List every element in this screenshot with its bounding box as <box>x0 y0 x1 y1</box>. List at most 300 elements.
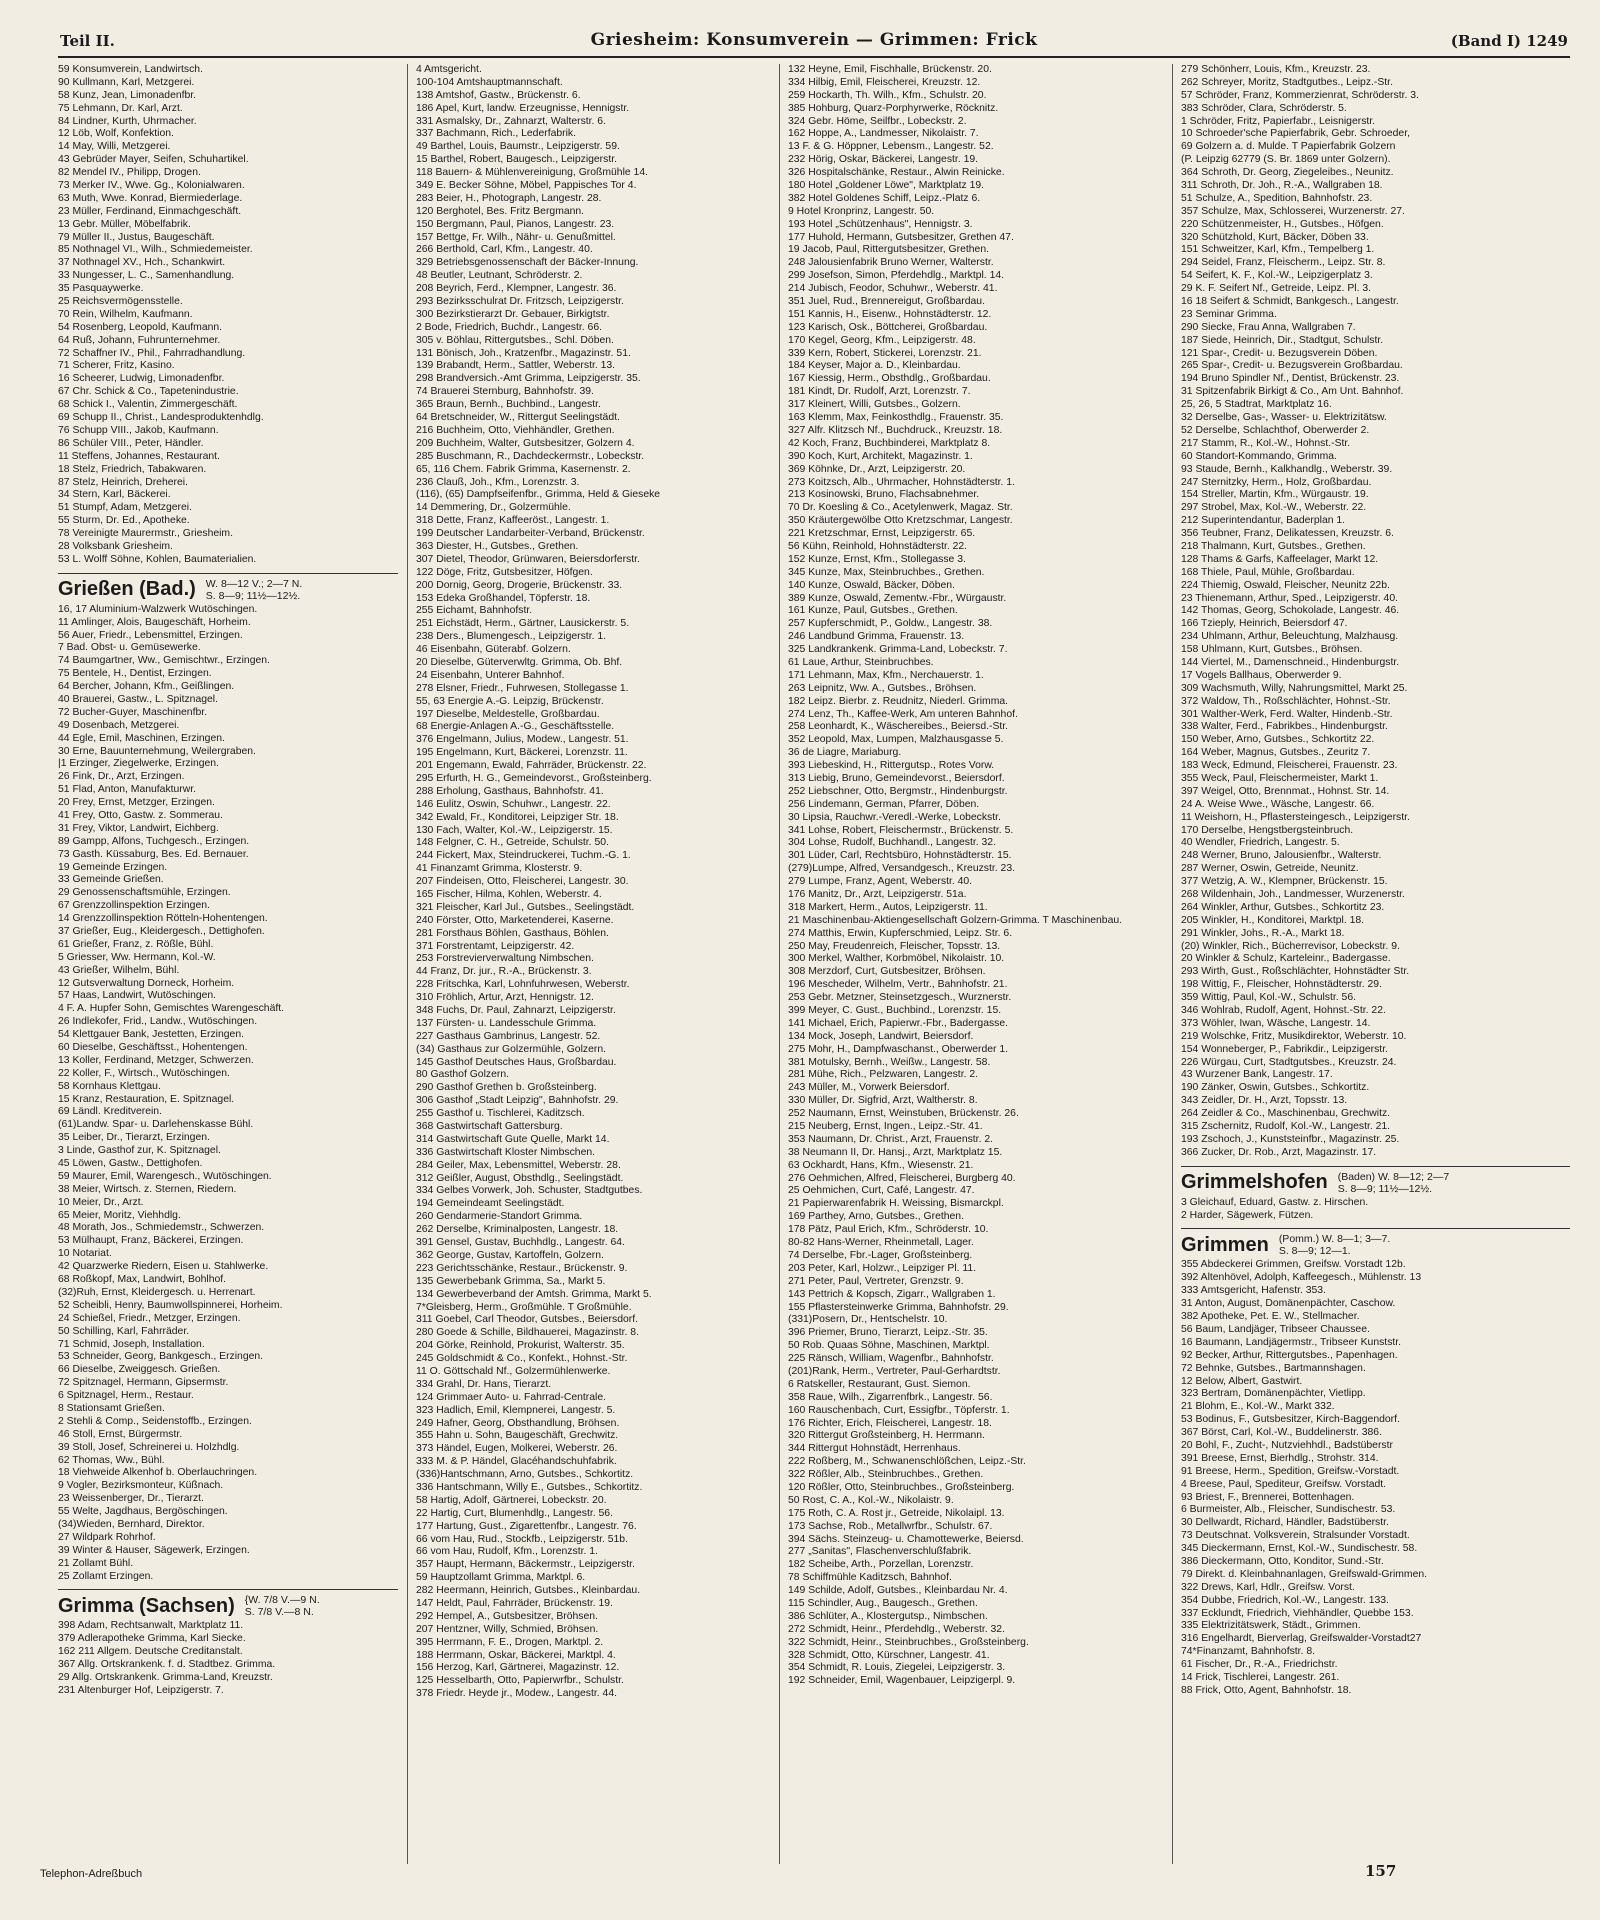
directory-entry: 41 Frey, Otto, Gastw. z. Sommerau. <box>58 809 223 821</box>
directory-entry: 93 Staude, Bernh., Kalkhandlg., Weberstr. 39. <box>1181 463 1393 475</box>
directory-entry: 299 Josefson, Simon, Pferdehdlg., Marktpl. 14. <box>788 270 1005 282</box>
directory-entry: 158 Uhlmann, Kurt, Gutsbes., Bröhsen. <box>1181 644 1363 656</box>
directory-entry: 310 Fröhlich, Artur, Arzt, Hennigstr. 12. <box>416 992 594 1004</box>
directory-entry: 120 Rößler, Otto, Steinbruchbes., Großsteinberg. <box>788 1481 1015 1493</box>
directory-entry: 157 Bettge, Fr. Wilh., Nähr- u. Genußmittel. <box>416 231 616 243</box>
directory-entry: 51 Schulze, A., Spedition, Bahnhofstr. 23. <box>1181 192 1373 204</box>
directory-entry: 150 Weber, Arno, Gutsbes., Schkortitz 22. <box>1181 734 1375 746</box>
directory-entry: 318 Markert, Herm., Autos, Leipzigerstr. 11. <box>788 901 988 913</box>
directory-entry: 345 Dieckermann, Ernst, Kol.-W., Sundischestr. 58. <box>1181 1543 1418 1555</box>
directory-entry: 142 Thomas, Georg, Schokolade, Langestr. 46. <box>1181 605 1400 617</box>
directory-entry: 386 Schlüter, A., Klostergutsp., Nimbschen. <box>788 1610 988 1622</box>
directory-page <box>58 28 1570 1908</box>
directory-entry: 20 Frey, Ernst, Metzger, Erzingen. <box>58 797 215 809</box>
directory-entry: 207 Findeisen, Otto, Fleischerei, Langestr. 30. <box>416 876 629 888</box>
directory-entry: 331 Asmalsky, Dr., Zahnarzt, Walterstr. 6. <box>416 115 606 127</box>
directory-entry: 141 Michael, Erich, Papierwr.-Fbr., Badergasse. <box>788 1017 1009 1029</box>
directory-entry: 15 Barthel, Robert, Baugesch., Leipzigerstr. <box>416 154 617 166</box>
directory-entry: 383 Schröder, Clara, Schröderstr. 5. <box>1181 102 1347 114</box>
directory-entry: 386 Dieckermann, Otto, Konditor, Sund.-Str. <box>1181 1555 1384 1567</box>
office-hours-line: S. 8—9; 12—1. <box>1278 1245 1351 1258</box>
directory-entry: 61 Fischer, Dr., R.-A., Friedrichstr. <box>1181 1659 1338 1671</box>
directory-entry: 300 Merkel, Walther, Korbmöbel, Nikolaistr. 10. <box>788 953 1005 965</box>
directory-entry: (279)Lumpe, Alfred, Versandgesch., Kreuzstr. 23. <box>788 863 1015 875</box>
directory-entry: 180 Hotel „Goldener Löwe", Marktplatz 19. <box>788 180 985 192</box>
directory-entry: 53 Mülhaupt, Franz, Bäckerei, Erzingen. <box>58 1235 244 1247</box>
directory-entry: 290 Siecke, Frau Anna, Wallgraben 7. <box>1181 321 1356 333</box>
directory-entry: 155 Pflastersteinwerke Grimma, Bahnhofstr. 29. <box>788 1301 1009 1313</box>
directory-entry: 138 Amtshof, Gastw., Brückenstr. 6. <box>416 89 581 101</box>
directory-entry: 187 Siede, Heinrich, Dir., Stadtgut, Schulstr. <box>1181 334 1384 346</box>
directory-entry: 234 Uhlmann, Arthur, Beleuchtung, Malzhausg. <box>1181 631 1399 643</box>
directory-entry: 390 Koch, Kurt, Architekt, Magazinstr. 1. <box>788 450 973 462</box>
directory-entry: 30 Dellwardt, Richard, Händler, Badstüberstr. <box>1181 1517 1389 1529</box>
directory-entry: (201)Rank, Herm., Vertreter, Paul-Gerhardtstr. <box>788 1365 1001 1377</box>
directory-entry: 330 Müller, Dr. Sigfrid, Arzt, Waltherstr. 8. <box>788 1095 978 1107</box>
directory-entry: 255 Gasthof u. Tischlerei, Kaditzsch. <box>416 1108 585 1120</box>
directory-entry: 7 Bad. Obst- u. Gemüsewerke. <box>58 642 201 654</box>
directory-entry: 78 Schiffmühle Kaditzsch, Bahnhof. <box>788 1572 952 1584</box>
directory-entry: 391 Gensel, Gustav, Buchhdlg., Langestr. 64. <box>416 1237 625 1249</box>
directory-entry: 13 F. & G. Höppner, Lebensm., Langestr. 52. <box>788 141 994 153</box>
directory-entry: 228 Fritschka, Karl, Lohnfuhrwesen, Weberstr. <box>416 979 630 991</box>
directory-entry: 25, 26, 5 Stadtrat, Marktplatz 16. <box>1181 399 1332 411</box>
directory-entry: 4 Breese, Paul, Spediteur, Greifsw. Vorstadt. <box>1181 1478 1387 1490</box>
directory-entry: 178 Pätz, Paul Erich, Kfm., Schröderstr. 10. <box>788 1224 989 1236</box>
directory-entry: 140 Kunze, Oswald, Bäcker, Döben. <box>788 579 955 591</box>
directory-entry: 329 Betriebsgenossenschaft der Bäcker-Innung. <box>416 257 639 269</box>
directory-entry: 345 Kunze, Max, Steinbruchbes., Grethen. <box>788 566 985 578</box>
directory-entry: 151 Kannis, H., Eisenw., Hohnstädterstr. 12. <box>788 308 992 320</box>
directory-entry: 304 Lohse, Rudolf, Buchhandl., Langestr. 32. <box>788 837 996 849</box>
directory-entry: 44 Egle, Emil, Maschinen, Erzingen. <box>58 732 225 744</box>
directory-entry: 73 Merker IV., Wwe. Gg., Kolonialwaren. <box>58 180 245 192</box>
directory-entry: 45 Löwen, Gastw., Dettighofen. <box>58 1158 203 1170</box>
directory-entry: 227 Gasthaus Gambrinus, Langestr. 52. <box>416 1030 601 1042</box>
directory-entry: 80 Gasthof Golzern. <box>416 1069 509 1081</box>
directory-entry: 52 Derselbe, Schlachthof, Oberwerder 2. <box>1181 424 1370 436</box>
directory-entry: 355 Weck, Paul, Fleischermeister, Markt 1. <box>1181 772 1379 784</box>
directory-entry: 219 Wolschke, Fritz, Musikdirektor, Weberstr. 10. <box>1181 1030 1407 1042</box>
directory-entry: 66 vom Hau, Rud., Stockfb., Leipzigerstr. 51b. <box>416 1533 628 1545</box>
directory-entry: 20 Bohl, F., Zucht-, Nutzviehhdl., Badstüberstr <box>1181 1439 1393 1451</box>
directory-entry: 1 Schröder, Fritz, Papierfabr., Leisnigerstr. <box>1181 115 1376 127</box>
column-rule <box>779 64 780 1864</box>
directory-entry: 135 Gewerbebank Grimma, Sa., Markt 5. <box>416 1275 606 1287</box>
directory-entry: 13 Koller, Ferdinand, Metzger, Schwerzen. <box>58 1054 254 1066</box>
office-hours-line: S. 7/8 V.—8 N. <box>244 1606 314 1619</box>
directory-entry: 287 Werner, Oswin, Getreide, Neunitz. <box>1181 863 1359 875</box>
directory-entry: 290 Gasthof Grethen b. Großsteinberg. <box>416 1082 597 1094</box>
directory-entry: 201 Engemann, Ewald, Fahrräder, Brückenstr. 22. <box>416 760 647 772</box>
directory-entry: 16, 17 Aluminium-Walzwerk Wutöschingen. <box>58 603 258 615</box>
directory-entry: 262 Schreyer, Moritz, Stadtgutbes., Leipz.-Str. <box>1181 76 1393 88</box>
directory-entry: 131 Bönisch, Joh., Kratzenfbr., Magazinstr. 51. <box>416 347 631 359</box>
directory-entry: 23 Seminar Grimma. <box>1181 308 1277 320</box>
directory-entry: 301 Lüder, Carl, Rechtsbüro, Hohnstädterstr. 15. <box>788 850 1012 862</box>
directory-entry: 333 Amtsgericht, Hafenstr. 353. <box>1181 1285 1326 1297</box>
directory-entry: 322 Schmidt, Heinr., Steinbruchbes., Großsteinberg. <box>788 1636 1029 1648</box>
directory-entry: 281 Mühe, Rich., Pelzwaren, Langestr. 2. <box>788 1069 979 1081</box>
directory-entry: 218 Thalmann, Kurt, Gutsbes., Grethen. <box>1181 540 1366 552</box>
directory-entry: 247 Sternitzky, Herm., Holz, Großbardau. <box>1181 476 1372 488</box>
directory-entry: 23 Müller, Ferdinand, Einmachgeschäft. <box>58 205 242 217</box>
directory-entry: 149 Schilde, Adolf, Gutsbes., Kleinbardau Nr. 4. <box>788 1585 1008 1597</box>
directory-entry: 55, 63 Energie A.-G. Leipzig, Brückenstr. <box>416 695 604 707</box>
directory-entry: 10 Notariat. <box>58 1248 112 1260</box>
place-heading <box>58 1589 398 1618</box>
directory-entry: 56 Kühn, Reinhold, Hohnstädterstr. 22. <box>788 540 968 552</box>
directory-entry: 44 Franz, Dr. jur., R.-A., Brückenstr. 3. <box>416 966 592 978</box>
directory-entry: 295 Erfurth, H. G., Gemeindevorst., Großsteinberg. <box>416 772 652 784</box>
directory-entry: 64 Bercher, Johann, Kfm., Geißlingen. <box>58 681 235 693</box>
directory-entry: 176 Richter, Erich, Fleischerei, Langestr. 18. <box>788 1417 992 1429</box>
directory-entry: 253 Forstrevierverwaltung Nimbschen. <box>416 953 594 965</box>
directory-entry: 195 Engelmann, Kurt, Bäckerei, Lorenzstr. 11. <box>416 747 628 759</box>
directory-entry: 307 Dietel, Theodor, Grünwaren, Beiersdorferstr. <box>416 553 640 565</box>
directory-entry: 46 Eisenbahn, Güterabf. Golzern. <box>416 644 571 656</box>
directory-entry: 365 Braun, Bernh., Buchbind., Langestr. <box>416 399 601 411</box>
directory-entry: 11 Amlinger, Alois, Baugeschäft, Horheim. <box>58 616 251 628</box>
directory-entry: (116), (65) Dampfseifenfbr., Grimma, Held & Gieseke <box>416 489 661 501</box>
directory-entry: 238 Ders., Blumengesch., Leipzigerstr. 1. <box>416 631 607 643</box>
directory-entry: 213 Kosinowski, Bruno, Flachsabnehmer. <box>788 489 980 501</box>
directory-entry: 16 Scheerer, Ludwig, Limonadenfbr. <box>58 373 225 385</box>
directory-entry: 357 Schulze, Max, Schlosserei, Wurzenerstr. 27. <box>1181 205 1405 217</box>
directory-entry: 51 Stumpf, Adam, Metzgerei. <box>58 502 192 514</box>
directory-entry: 170 Kegel, Georg, Kfm., Leipzigerstr. 48. <box>788 334 976 346</box>
directory-entry: 205 Winkler, H., Konditorei, Marktpl. 18. <box>1181 914 1365 926</box>
office-hours <box>1279 1233 1390 1257</box>
directory-entry: 160 Rauschenbach, Curt, Essigfbr., Töpferstr. 1. <box>788 1404 1010 1416</box>
directory-entry: 150 Bergmann, Paul, Pianos, Langestr. 23. <box>416 218 615 230</box>
directory-entry: 208 Beyrich, Ferd., Klempner, Langestr. 36. <box>416 283 617 295</box>
directory-entry: 397 Weigel, Otto, Brennmat., Hohnst. Str. 14. <box>1181 785 1390 797</box>
directory-entry: 16 18 Seifert & Schmidt, Bankgesch., Langestr. <box>1181 296 1399 308</box>
directory-entry: 336 Hantschmann, Willy E., Gutsbes., Schkortitz. <box>416 1481 643 1493</box>
directory-entry: 73 Gasth. Küssaburg, Bes. Ed. Bernauer. <box>58 848 249 860</box>
directory-entry: 144 Viertel, M., Damenschneid., Hindenburgstr. <box>1181 656 1400 668</box>
directory-entry: 21 Maschinenbau-Aktiengesellschaft Golzern-Grimma. T Maschinenbau. <box>788 914 1123 926</box>
place-name: Grießen (Bad.) <box>58 578 196 601</box>
directory-entry: 356 Teubner, Franz, Delikatessen, Kreuzstr. 6. <box>1181 528 1394 540</box>
directory-entry: 31 Spitzenfabrik Birkigt & Co., Am Unt. Bahnhof. <box>1181 386 1404 398</box>
directory-entry: 6 Ratskeller, Restaurant, Gust. Siemon. <box>788 1378 971 1390</box>
directory-entry: 394 Sächs. Steinzeug- u. Chamottewerke, Beiersd. <box>788 1533 1024 1545</box>
directory-entry: 59 Konsumverein, Landwirtsch. <box>58 64 203 75</box>
directory-entry: 24 A. Weise Wwe., Wäsche, Langestr. 66. <box>1181 798 1375 810</box>
directory-entry: 279 Schönherr, Louis, Kfm., Kreuzstr. 23. <box>1181 64 1371 75</box>
directory-entry: 18 Stelz, Friedrich, Tabakwaren. <box>58 463 207 475</box>
directory-entry: 53 L. Wolff Söhne, Kohlen, Baumaterialien. <box>58 553 257 565</box>
directory-entry: 21 Blohm, E., Kol.-W., Markt 332. <box>1181 1401 1335 1413</box>
directory-entry: 372 Waldow, Th., Roßschlächter, Hohnst.-Str. <box>1181 695 1391 707</box>
directory-entry: 326 Hospitalschänke, Restaur., Alwin Reinicke. <box>788 167 1005 179</box>
directory-entry: 323 Hadlich, Emil, Klempnerei, Langestr. 5. <box>416 1404 616 1416</box>
office-hours-line: W. 8—12 V.; 2—7 N. <box>205 577 303 590</box>
directory-entry: 12 Löb, Wolf, Konfektion. <box>58 128 174 140</box>
directory-entry: 68 Energie-Anlagen A.-G., Geschäftsstelle. <box>416 721 615 733</box>
directory-entry: 23 Thienemann, Arthur, Sped., Leipzigerstr. 40. <box>1181 592 1398 604</box>
directory-entry: 373 Wöhler, Iwan, Wäsche, Langestr. 14. <box>1181 1017 1371 1029</box>
directory-entry: 346 Wohlrab, Rudolf, Agent, Hohnst.-Str. 22. <box>1181 1005 1386 1017</box>
directory-entry: 124 Grimmaer Auto- u. Fahrrad-Centrale. <box>416 1391 606 1403</box>
directory-entry: 392 Altenhövel, Adolph, Kaffeegesch., Mühlenstr. 13 <box>1181 1272 1422 1284</box>
directory-entry: 54 Rosenberg, Leopold, Kaufmann. <box>58 321 223 333</box>
directory-entry: 314 Gastwirtschaft Gute Quelle, Markt 14. <box>416 1133 610 1145</box>
directory-entry: 128 Thams & Garfs, Kaffeelager, Markt 12. <box>1181 553 1379 565</box>
directory-entry: 69 Schupp II., Christ., Landesproduktenhdlg. <box>58 412 264 424</box>
directory-entry: 281 Forsthaus Böhlen, Gasthaus, Böhlen. <box>416 927 609 939</box>
directory-entry: 176 Manitz, Dr., Arzt, Leipzigerstr. 51a. <box>788 889 967 900</box>
directory-entry: 50 Schilling, Karl, Fahrräder. <box>58 1325 190 1337</box>
directory-entry: 355 Hahn u. Sohn, Baugeschäft, Grechwitz. <box>416 1430 619 1442</box>
directory-entry: 52 Scheibli, Henry, Baumwollspinnerei, Horheim. <box>58 1299 283 1311</box>
directory-entry: 6 Spitznagel, Herm., Restaur. <box>58 1390 194 1402</box>
office-hours-line: S. 8—9; 11½—12½. <box>205 589 301 602</box>
directory-entry: 42 Quarzwerke Riedern, Eisen u. Stahlwerke. <box>58 1261 269 1273</box>
directory-entry: 378 Friedr. Heyde jr., Modew., Langestr. 44. <box>416 1688 617 1700</box>
directory-entry: 204 Görke, Reinhold, Prokurist, Walterstr. 35. <box>416 1340 625 1352</box>
directory-entry: 166 Tzieply, Heinrich, Beiersdorf 47. <box>1181 618 1348 630</box>
directory-entry: (34) Gasthaus zur Golzermühle, Golzern. <box>416 1043 606 1055</box>
directory-entry: 334 Gelbes Vorwerk, Joh. Schuster, Stadtgutbes. <box>416 1185 643 1197</box>
directory-entry: 327 Alfr. Klitzsch Nf., Buchdruck., Kreuzstr. 18. <box>788 424 1003 436</box>
column-2 <box>416 64 771 1864</box>
directory-entry: 74*Finanzamt, Bahnhofstr. 8. <box>1181 1646 1316 1658</box>
directory-entry: 385 Hohburg, Quarz-Porphyrwerke, Röcknitz. <box>788 102 999 114</box>
directory-entry: 18 Viehweide Alkenhof b. Oberlauchringen. <box>58 1467 258 1479</box>
directory-entry: 55 Sturm, Dr. Ed., Apotheke. <box>58 515 190 527</box>
directory-entry: 264 Zeidler & Co., Maschinenbau, Grechwitz. <box>1181 1108 1391 1120</box>
directory-entry: 284 Geiler, Max, Lebensmittel, Weberstr. 28. <box>416 1159 621 1171</box>
directory-entry: 137 Fürsten- u. Landesschule Grimma. <box>416 1017 597 1029</box>
directory-entry: 16 Baumann, Landjägermstr., Tribseer Kunststr. <box>1181 1336 1402 1348</box>
directory-entry: 225 Ränsch, William, Wagenfbr., Bahnhofstr. <box>788 1353 994 1365</box>
directory-entry: 134 Gewerbeverband der Amtsh. Grimma, Markt 5. <box>416 1288 652 1300</box>
directory-entry: 396 Priemer, Bruno, Tierarzt, Leipz.-Str. 35. <box>788 1327 988 1339</box>
directory-entry: 268 Wildenhain, Joh., Landmesser, Wurzenerstr. <box>1181 889 1405 900</box>
directory-entry: 318 Dette, Franz, Kaffeeröst., Langestr. 1. <box>416 515 610 527</box>
directory-entry: 255 Eichamt, Bahnhofstr. <box>416 605 533 617</box>
directory-entry: 50 Rost, C. A., Kol.-W., Nikolaistr. 9. <box>788 1494 954 1506</box>
directory-entry: 368 Gastwirtschaft Gattersburg. <box>416 1121 563 1133</box>
directory-entry: 2 Harder, Sägewerk, Fützen. <box>1181 1209 1314 1221</box>
directory-entry: 333 M. & P. Händel, Glacéhandschuhfabrik. <box>416 1456 617 1468</box>
directory-entry: 49 Barthel, Louis, Baumstr., Leipzigerstr. 59. <box>416 141 620 153</box>
directory-entry: 54 Seifert, K. F., Kol.-W., Leipzigerplatz 3. <box>1181 270 1373 282</box>
directory-entry: 39 Stoll, Josef, Schreinerei u. Holzhdlg. <box>58 1441 240 1453</box>
directory-entry: 337 Bachmann, Rich., Lederfabrik. <box>416 128 576 140</box>
directory-entry: 61 Grießer, Franz, z. Rößle, Bühl. <box>58 938 214 950</box>
directory-entry: (32)Ruh, Ernst, Kleidergesch. u. Herrenart. <box>58 1286 256 1298</box>
directory-entry: |1 Erzinger, Ziegelwerke, Erzingen. <box>58 758 219 770</box>
directory-entry: 39 Winter & Hauser, Sägewerk, Erzingen. <box>58 1544 250 1556</box>
directory-entry: 167 Kiessig, Herm., Obsthdlg., Großbardau. <box>788 373 991 385</box>
directory-entry: 175 Roth, C. A. Rost jr., Getreide, Nikolaipl. 13. <box>788 1507 1005 1519</box>
directory-entry: 217 Stamm, R., Kol.-W., Hohnst.-Str. <box>1181 437 1351 449</box>
directory-entry: 335 Elektrizitätswerk, Städt., Grimmen. <box>1181 1620 1361 1632</box>
directory-entry: 240 Förster, Otto, Marketenderei, Kaserne. <box>416 914 614 926</box>
directory-entry: 395 Herrmann, F. E., Drogen, Marktpl. 2. <box>416 1636 604 1648</box>
directory-entry: 312 Geißler, August, Obsthdlg., Seelingstädt. <box>416 1172 624 1184</box>
directory-entry: 35 Leiber, Dr., Tierarzt, Erzingen. <box>58 1132 210 1144</box>
directory-entry: 71 Scherer, Fritz, Kasino. <box>58 360 175 372</box>
directory-entry: 69 Golzern a. d. Mulde. T Papierfabrik Golzern <box>1181 141 1396 153</box>
directory-entry: 24 Eisenbahn, Unterer Bahnhof. <box>416 669 565 681</box>
directory-entry: (61)Landw. Spar- u. Darlehenskasse Bühl. <box>58 1119 254 1131</box>
directory-entry: 250 May, Freudenreich, Fleischer, Topsstr. 13. <box>788 940 1001 952</box>
directory-entry: 29 Allg. Ortskrankenk. Grimma-Land, Kreuzstr. <box>58 1671 273 1683</box>
directory-entry: 30 Lipsia, Rauchwr.-Veredl.-Werke, Lobeckstr. <box>788 811 1001 823</box>
directory-entry: 354 Dubbe, Friedrich, Kol.-W., Langestr. 133. <box>1181 1594 1389 1606</box>
directory-entry: (336)Hantschmann, Arno, Gutsbes., Schkortitz. <box>416 1469 634 1481</box>
directory-entry: 4 Amtsgericht. <box>416 64 482 75</box>
directory-entry: 177 Hartung, Gust., Zigarettenfbr., Langestr. 76. <box>416 1520 637 1532</box>
directory-entry: 236 Clauß, Joh., Kfm., Lorenzstr. 3. <box>416 476 580 488</box>
directory-entry: 11 Steffens, Johannes, Restaurant. <box>58 450 220 462</box>
directory-entry: 245 Goldschmidt & Co., Konfekt., Hohnst.-Str. <box>416 1353 628 1365</box>
directory-entry: 207 Hentzner, Willy, Schmied, Bröhsen. <box>416 1623 599 1635</box>
directory-entry: 277 „Sanitas", Flaschenverschlußfabrik. <box>788 1546 972 1558</box>
directory-entry: 32 Derselbe, Gas-, Wasser- u. Elektrizitätsw. <box>1181 412 1387 424</box>
directory-entry: 72 Behnke, Gutsbes., Bartmannshagen. <box>1181 1362 1366 1374</box>
directory-entry: 271 Peter, Paul, Vertreter, Grenzstr. 9. <box>788 1275 964 1287</box>
directory-entry: 29 Genossenschaftsmühle, Erzingen. <box>58 887 231 899</box>
directory-entry: 259 Hockarth, Th. Wilh., Kfm., Schulstr. 20. <box>788 89 987 101</box>
directory-entry: 59 Maurer, Emil, Warengesch., Wutöschingen. <box>58 1170 272 1182</box>
directory-entry: 249 Hafner, Georg, Obsthandlung, Bröhsen. <box>416 1417 620 1429</box>
directory-entry: 293 Bezirksschulrat Dr. Fritzsch, Leipzigerstr. <box>416 296 624 308</box>
directory-entry: 328 Schmidt, Otto, Kürschner, Langestr. 41. <box>788 1649 990 1661</box>
directory-entry: 223 Gerichtsschänke, Restaur., Brückenstr. 9. <box>416 1262 628 1274</box>
directory-entry: 36 de Liagre, Mariaburg. <box>788 747 902 759</box>
directory-entry: 13 Gebr. Müller, Möbelfabrik. <box>58 218 191 230</box>
directory-entry: 68 Schick I., Valentin, Zimmergeschäft. <box>58 399 238 411</box>
directory-entry: 182 Leipz. Bierbr. z. Reudnitz, Niederl. Grimma. <box>788 695 1009 707</box>
directory-entry: 33 Gemeinde Grießen. <box>58 874 164 886</box>
directory-entry: 262 Derselbe, Kriminalposten, Langestr. 18. <box>416 1224 619 1236</box>
directory-entry: 76 Schupp VIII., Jakob, Kaufmann. <box>58 424 219 436</box>
directory-entry: 91 Breese, Herm., Spedition, Greifsw.-Vorstadt. <box>1181 1465 1400 1477</box>
directory-entry: 322 Rößler, Alb., Steinbruchbes., Grethen. <box>788 1469 984 1481</box>
directory-entry: 283 Beier, H., Photograph, Langestr. 28. <box>416 192 602 204</box>
place-name: Grimma (Sachsen) <box>58 1594 235 1617</box>
directory-entry: 123 Karisch, Osk., Böttcherei, Großbardau. <box>788 321 988 333</box>
directory-entry: (20) Winkler, Rich., Bücherrevisor, Lobeckstr. 9. <box>1181 940 1400 952</box>
directory-entry: 21 Papierwarenfabrik H. Weissing, Bismarckpl. <box>788 1198 1004 1210</box>
directory-entry: 184 Keyser, Major a. D., Kleinbardau. <box>788 360 961 372</box>
directory-entry: 74 Derselbe, Fbr.-Lager, Großsteinberg. <box>788 1249 973 1261</box>
directory-entry: 342 Ewald, Fr., Konditorei, Leipziger Str. 18. <box>416 811 619 823</box>
directory-entry: 197 Dieselbe, Meldestelle, Großbardau. <box>416 708 600 720</box>
place-heading <box>58 573 398 602</box>
directory-entry: 58 Kornhaus Klettgau. <box>58 1080 161 1092</box>
office-hours <box>206 578 303 602</box>
directory-entry: 40 Brauerei, Gastw., L. Spitznagel. <box>58 693 218 705</box>
directory-entry: 196 Mescheder, Wilhelm, Vertr., Bahnhofstr. 21. <box>788 979 1008 991</box>
directory-entry: 156 Herzog, Karl, Gärtnerei, Magazinstr. 12. <box>416 1662 620 1674</box>
directory-entry: 26 Indlekofer, Frid., Landw., Wutöschingen. <box>58 1016 258 1028</box>
directory-entry: 70 Rein, Wilhelm, Kaufmann. <box>58 308 193 320</box>
directory-entry: 60 Standort-Kommando, Grimma. <box>1181 450 1337 462</box>
directory-entry: 300 Bezirkstierarzt Dr. Gebauer, Birkigtstr. <box>416 308 610 320</box>
directory-entry: 122 Döge, Fritz, Gutsbesitzer, Höfgen. <box>416 566 593 578</box>
directory-entry: 379 Adlerapotheke Grimma, Karl Siecke. <box>58 1633 246 1645</box>
directory-entry: 71 Schmid, Joseph, Installation. <box>58 1338 205 1350</box>
directory-entry: 62 Thomas, Ww., Bühl. <box>58 1454 165 1466</box>
directory-entry: 130 Fach, Walter, Kol.-W., Leipzigerstr. 15. <box>416 824 613 836</box>
directory-entry: 17 Vogels Ballhaus, Oberwerder 9. <box>1181 669 1342 681</box>
directory-entry: 88 Frick, Otto, Agent, Bahnhofstr. 18. <box>1181 1684 1352 1696</box>
directory-entry: 252 Naumann, Ernst, Weinstuben, Brückenstr. 26. <box>788 1108 1019 1120</box>
directory-entry: 9 Hotel Kronprinz, Langestr. 50. <box>788 205 935 217</box>
directory-entry: 279 Lumpe, Franz, Agent, Weberstr. 40. <box>788 876 973 888</box>
footer-label: Telephon-Adreßbuch <box>40 1868 143 1880</box>
directory-entry: 301 Walther-Werk, Ferd. Walter, Hindenb.-Str. <box>1181 708 1393 720</box>
directory-entry: 203 Peter, Karl, Holzwr., Leipziger Pl. 11. <box>788 1262 977 1274</box>
directory-entry: 73 Deutschnat. Volksverein, Stralsunder Vorstadt. <box>1181 1530 1410 1542</box>
directory-entry: 215 Neuberg, Ernst, Ingen., Leipz.-Str. 41. <box>788 1121 983 1133</box>
directory-entry: 192 Schneider, Emil, Wagenbauer, Leipzigerpl. 9. <box>788 1675 1016 1687</box>
directory-entry: 48 Morath, Jos., Schmiedemstr., Schwerzen. <box>58 1222 265 1234</box>
directory-entry: 92 Becker, Arthur, Rittergutsbes., Papenhagen. <box>1181 1349 1398 1361</box>
directory-entry: 182 Scheibe, Arth., Porzellan, Lorenzstr. <box>788 1559 974 1571</box>
directory-entry: 323 Bertram, Domänenpächter, Vietlipp. <box>1181 1388 1366 1400</box>
directory-entry: 171 Lehmann, Max, Kfm., Nerchauerstr. 1. <box>788 669 984 681</box>
directory-entry: 54 Klettgauer Bank, Jestetten, Erzingen. <box>58 1029 244 1041</box>
directory-entry: 359 Wittig, Paul, Kol.-W., Schulstr. 56. <box>1181 992 1356 1004</box>
directory-entry: 322 Drews, Karl, Hdlr., Greifsw. Vorst. <box>1181 1581 1355 1593</box>
directory-entry: 252 Liebschner, Otto, Bergmstr., Hindenburgstr. <box>788 785 1008 797</box>
directory-entry: 181 Kindt, Dr. Rudolf, Arzt, Lorenzstr. 7. <box>788 386 971 398</box>
directory-entry: 75 Bentele, H., Dentist, Erzingen. <box>58 668 212 680</box>
directory-entry: 74 Baumgartner, Ww., Gemischtwr., Erzingen. <box>58 655 270 667</box>
directory-entry: 251 Eichstädt, Herm., Gärtner, Lausickerstr. 5. <box>416 618 630 630</box>
header-volume-page: (Band I) 1249 <box>1450 32 1568 50</box>
directory-entry: 161 Kunze, Paul, Gutsbes., Grethen. <box>788 605 958 617</box>
directory-entry: 60 Dieselbe, Geschäftsst., Hohentengen. <box>58 1042 248 1054</box>
directory-entry: 278 Elsner, Friedr., Fuhrwesen, Stollegasse 1. <box>416 682 629 694</box>
directory-entry: 57 Haas, Landwirt, Wutöschingen. <box>58 990 217 1002</box>
directory-entry: 308 Merzdorf, Curt, Gutsbesitzer, Bröhsen. <box>788 966 986 978</box>
directory-entry: 253 Gebr. Metzner, Steinsetzgesch., Wurznerstr. <box>788 992 1012 1004</box>
directory-entry: 315 Zschernitz, Rudolf, Kol.-W., Langestr. 21. <box>1181 1121 1391 1133</box>
directory-entry: (34)Wieden, Bernhard, Direktor. <box>58 1518 205 1530</box>
directory-entry: 74 Brauerei Sternburg, Bahnhofstr. 39. <box>416 386 594 398</box>
directory-entry: 89 Gampp, Alfons, Tuchgesch., Erzingen. <box>58 835 250 847</box>
directory-entry: 9 Vogler, Bezirksmonteur, Küßnach. <box>58 1480 224 1492</box>
directory-entry: 20 Dieselbe, Güterverwltg. Grimma, Ob. Bhf. <box>416 656 623 668</box>
directory-entry: 68 Roßkopf, Max, Landwirt, Bohlhof. <box>58 1274 227 1286</box>
column-1 <box>58 64 398 1864</box>
directory-entry: 165 Fischer, Hilma, Kohlen, Weberstr. 4. <box>416 889 602 900</box>
directory-entry: 311 Goebel, Carl Theodor, Gutsbes., Beiersdorf. <box>416 1314 638 1326</box>
directory-entry: 317 Kleinert, Willi, Gutsbes., Golzern. <box>788 399 961 411</box>
directory-entry: 389 Kunze, Oswald, Zementw.-Fbr., Würgaustr. <box>788 592 1007 604</box>
directory-entry: 212 Superintendantur, Baderplan 1. <box>1181 515 1346 527</box>
directory-entry: 59 Hauptzollamt Grimma, Marktpl. 6. <box>416 1572 586 1584</box>
directory-entry: 382 Apotheke, Pet. E. W., Stellmacher. <box>1181 1311 1360 1323</box>
directory-entry: 194 Gemeindeamt Seelingstädt. <box>416 1198 565 1210</box>
directory-entry: 27 Wildpark Rohrhof. <box>58 1531 156 1543</box>
directory-entry: 325 Landkrankenk. Grimma-Land, Lobeckstr. 7. <box>788 644 1008 656</box>
directory-entry: 25 Reichsvermögensstelle. <box>58 296 183 308</box>
office-hours-line: {W. 7/8 V.—9 N. <box>244 1594 320 1607</box>
directory-entry: 398 Adam, Rechtsanwalt, Marktplatz 11. <box>58 1620 244 1632</box>
directory-entry: 177 Huhold, Hermann, Gutsbesitzer, Grethen 47. <box>788 231 1014 243</box>
directory-entry: 147 Heldt, Paul, Fahrräder, Brückenstr. 19. <box>416 1597 613 1609</box>
